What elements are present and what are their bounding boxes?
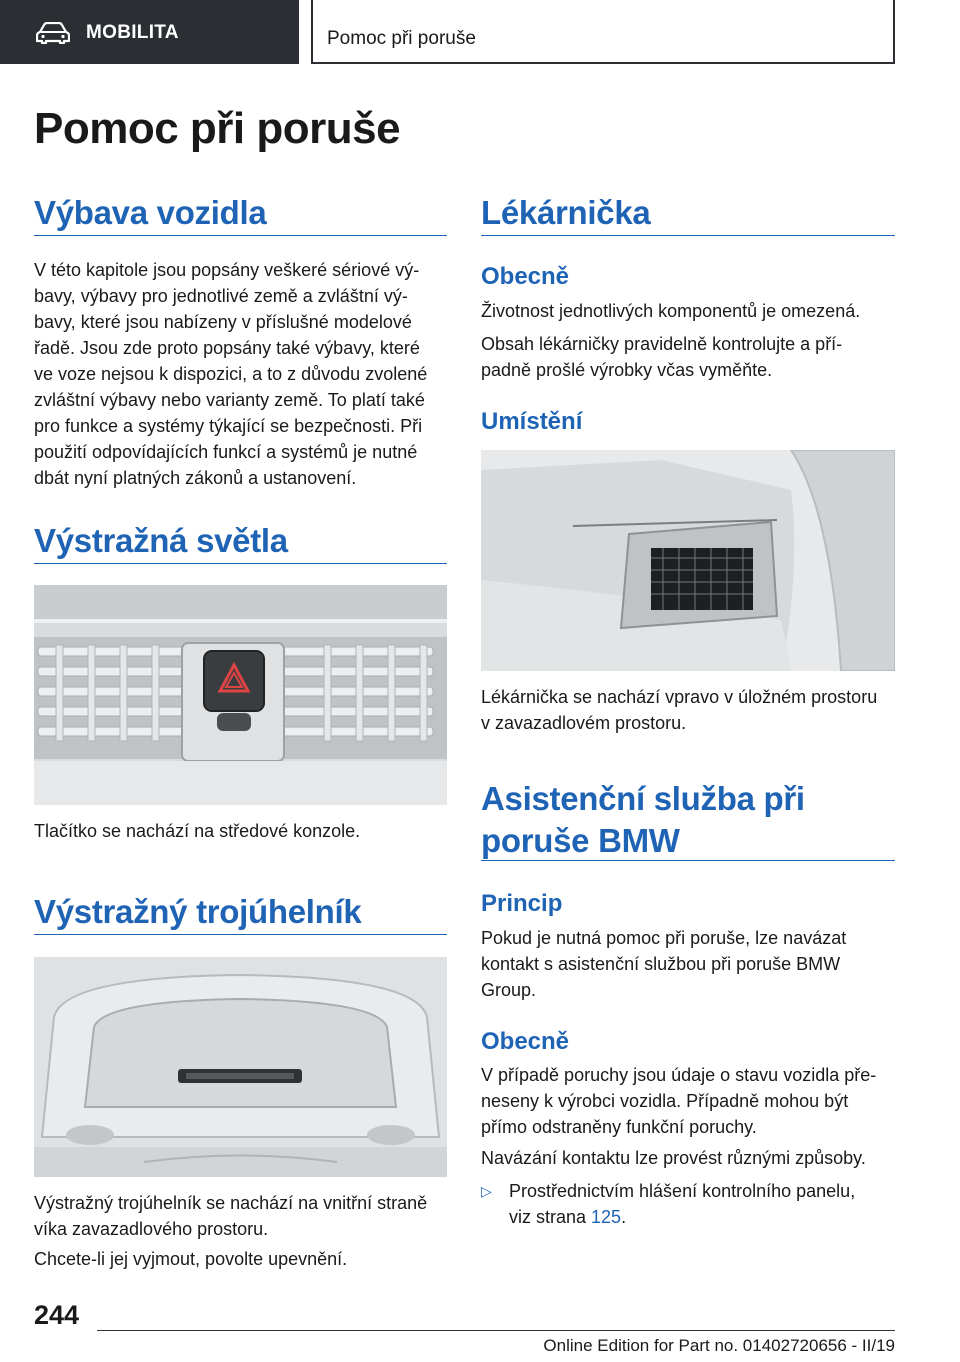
heading-vystrazny-trojuhelnik: Výstražný trojúhelník xyxy=(34,893,362,930)
page-number: 244 xyxy=(34,1300,80,1330)
warning-triangle-figure xyxy=(34,957,447,1177)
first-aid-kit-figure xyxy=(481,450,895,671)
heading-lekarnicka: Lékárnička xyxy=(481,194,651,231)
lekarnicka-obecne-p1: Životnost jednotlivých komponentů je omezená. xyxy=(481,301,861,321)
lekarnicka-obecne-p2: Obsah lékárničky pravidelně kontrolujte a pří- padně prošlé výrobky včas vyměňte. xyxy=(481,334,843,380)
heading-rule xyxy=(481,860,895,861)
heading-asistencni-sluzba: Asistenční služba při poruše BMW xyxy=(481,780,805,859)
trojuhelnik-caption: Výstražný trojúhelník se nachází na vnitřní straně víka zavazadlového prostoru. xyxy=(34,1193,428,1239)
car-icon xyxy=(36,22,70,44)
subheading-princip: Princip xyxy=(481,890,563,917)
header-chapter-box xyxy=(311,0,895,64)
subheading-obecne-2: Obecně xyxy=(481,1028,570,1055)
heading-vystrazna-svetla: Výstražná světla xyxy=(34,522,288,559)
svetla-caption: Tlačítko se nachází na středové konzole. xyxy=(34,821,361,841)
page-title: Pomoc při poruše xyxy=(34,104,401,153)
trojuhelnik-note: Chcete-li jej vyjmout, povolte upevnění. xyxy=(34,1249,348,1269)
footer-edition: Online Edition for Part no. 01402720656 - II/19 xyxy=(543,1336,895,1355)
header-section-tab xyxy=(0,0,299,64)
triangle-bullet-icon: ▷ xyxy=(481,1183,492,1199)
subheading-umisteni: Umístění xyxy=(481,408,583,435)
asistence-obecne-paragraph: V případě poruchy jsou údaje o stavu vozidla pře- neseny k výrobci vozidla. Případně mohou být přímo odstraněny funkční poruchy. xyxy=(481,1065,877,1137)
princip-paragraph: Pokud je nutná pomoc při poruše, lze navázat kontakt s asistenční službou při poruše BMW Group. xyxy=(481,928,847,1000)
heading-rule xyxy=(34,235,447,236)
lekarnicka-caption: Lékárnička se nachází vpravo v úložném prostoru v zavazadlovém prostoru. xyxy=(481,687,878,733)
heading-vybava-vozidla: Výbava vozidla xyxy=(34,194,267,231)
hazard-button-figure xyxy=(34,585,447,805)
footer-rule xyxy=(97,1330,895,1331)
navazani-paragraph: Navázání kontaktu lze provést různými způsoby. xyxy=(481,1148,866,1168)
subheading-obecne: Obecně xyxy=(481,263,570,290)
vybava-paragraph: V této kapitole jsou popsány veškeré sériové vý- bavy, výbavy pro jednotlivé země a zvláštní vý- bavy, které jsou nabízeny v příslušné modelové řadě. Jsou zde proto popsány také výbavy, které ve voze nejsou k dispozici, a to z důvodu zvolené zvláštní výbavy nebo varianty země. To platí také pro funkce a systémy týkající se bezpečnosti. Při použití odpovídajících funkcí a systémů je nutné dbát nyní platných zákonů a ustanovení. xyxy=(34,260,428,488)
heading-rule xyxy=(34,563,447,564)
header-chapter-title: Pomoc při poruše xyxy=(327,28,476,49)
heading-rule xyxy=(34,934,447,935)
header-section-label: MOBILITA xyxy=(86,22,179,43)
heading-rule xyxy=(481,235,895,236)
page-link-125[interactable]: 125 xyxy=(591,1207,622,1227)
bullet-item: Prostřednictvím hlášení kontrolního panelu, viz strana 125. xyxy=(509,1181,856,1227)
